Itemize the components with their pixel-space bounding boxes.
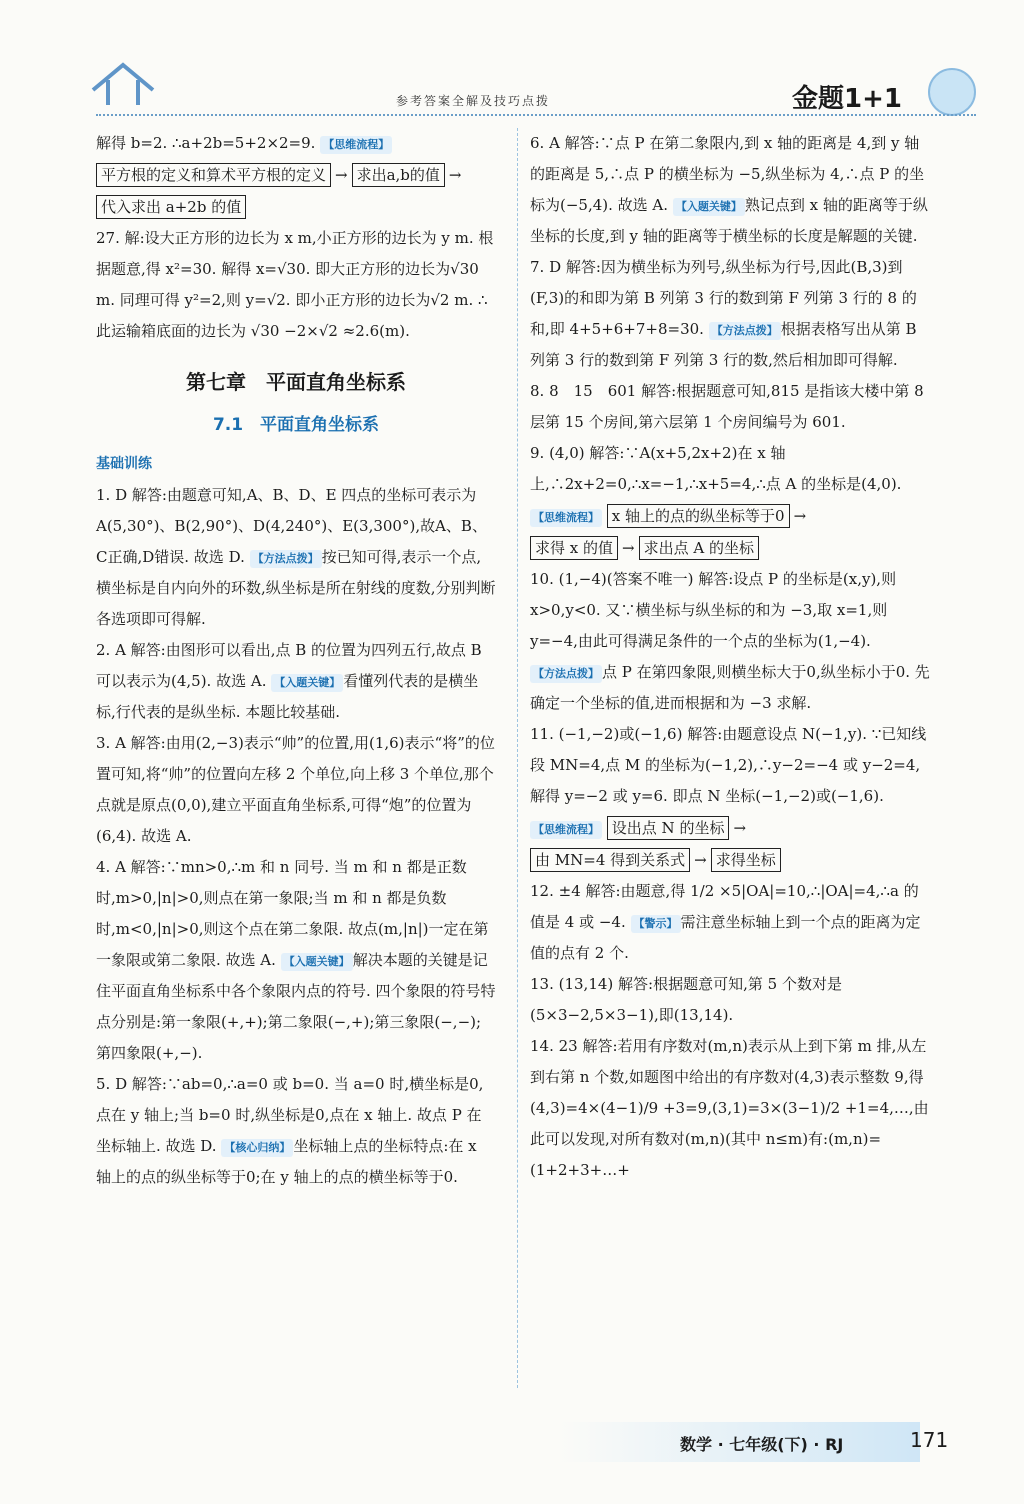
answer-5: 5. D 解答:∵ab=0,∴a=0 或 b=0. 当 a=0 时,横坐标是0,点在 y 轴上;当 b=0 时,纵坐标是0,点在 x 轴上. 故点 P 在坐标轴上. 故选 D. 【核心归纳】 坐标轴上点的坐标特点:在 x 轴上的点的纵坐标等于0;在 y 轴上的点的横坐标等于0.	[96, 1075, 484, 1186]
flow-diagram-1	[96, 159, 496, 223]
answer-8: 8. 8 15 601 解答:根据题意可知,815 是指该大楼中第 8 层第 15 个房间,第六层第 1 个房间编号为 601.	[530, 382, 924, 431]
arrow-right-icon: →	[448, 166, 462, 184]
flow-box: 平方根的定义和算术平方根的定义	[96, 163, 331, 187]
section-title: 7.1 平面直角坐标系	[212, 415, 380, 435]
answer-9: 9. (4,0) 解答:∵A(x+5,2x+2)在 x 轴上,∴2x+2=0,∴x=−1,∴x+5=4,∴点 A 的坐标是(4,0).	[530, 444, 902, 493]
arrow-right-icon: →	[335, 166, 348, 184]
footer-subject: 数学 · 七年级(下) · RJ	[680, 1435, 844, 1454]
answer-1: 1. D 解答:由题意可知,A、B、D、E 四点的坐标可表示为A(5,30°)、B(2,90°)、D(4,240°)、E(3,300°),故A、B、C正确,D错误. 故选 D. 【方法点拨】 按已知可得,表示一个点,横坐标是自内向外的环数,纵坐标是所在射线的度数,分别判断各选项即可得解.	[96, 486, 496, 628]
flow-tag: 【思维流程】	[320, 136, 392, 154]
column-divider	[517, 128, 518, 1388]
answer-10: 10. (1,−4)(答案不唯一) 解答:设点 P 的坐标是(x,y),则 x>0,y<0. 又∵横坐标与纵坐标的和为 −3,取 x=1,则 y=−4,由此可得满足条件的一个点的坐标为(1,−4). 【方法点拨】 点 P 在第四象限,则横坐标大于0,纵坐标小于0. 先确定一个坐标的值,进而根据和为 −3 求解.	[530, 570, 930, 712]
answer-7: 7. D 解答:因为横坐标为列号,纵坐标为行号,因此(B,3)到(F,3)的和即为第 B 列第 3 行的数到第 F 列第 3 行的 8 的和,即 4+5+6+7+8=30. 【方法点拨】 根据表格写出从第 B 列第 3 行的数到第 F 列第 3 行的数,然后相加即可得解.	[530, 258, 917, 369]
header-rule	[96, 114, 976, 116]
answer-2: 2. A 解答:由图形可以看出,点 B 的位置为四列五行,故点 B 可以表示为(4,5). 故选 A. 【入题关键】 看懂列代表的是横坐标,行代表的是纵坐标. 本题比较基础.	[96, 641, 482, 721]
flow-box: 求出a,b的值	[352, 163, 445, 187]
answer-26-tail: 解得 b=2. ∴a+2b=5+2×2=9. 【思维流程】	[96, 128, 496, 159]
answer-13: 13. (13,14) 解答:根据题意可知,第 5 个数对是(5×3−2,5×3−1),即(13,14).	[530, 975, 842, 1024]
logo-icon	[88, 60, 158, 110]
answer-27: 27. 解:设大正方形的边长为 x m,小正方形的边长为 y m. 根据题意,得 x²=30. 解得 x=√30. 即大正方形的边长为√30 m. 同理可得 y²=2,则 y=√2. 即小正方形的边长为√2 m. ∴此运输箱底面的边长为 √30 −2×√2 ≈2.6(m).	[96, 229, 494, 340]
left-column	[96, 128, 496, 1193]
answer-11: 11. (−1,−2)或(−1,6) 解答:由题意设点 N(−1,y). ∵已知线段 MN=4,点 M 的坐标为(−1,2),∴y−2=−4 或 y−2=4,解得 y=−2 或 y=6. 即点 N 坐标(−1,−2)或(−1,6). 【思维流程】 设出点 N 的坐标 → 由 MN=4 得到关系式 → 求得坐标	[530, 719, 930, 876]
right-column	[530, 128, 930, 1186]
brand-title: 金题1+1	[792, 84, 902, 114]
header-title: 参考答案全解及技巧点拨	[396, 94, 551, 108]
page-header	[0, 0, 1024, 130]
page-number: 171	[910, 1428, 949, 1452]
chapter-title: 第七章 平面直角坐标系	[186, 370, 406, 394]
mascot-avatar	[928, 68, 976, 116]
answer-12: 12. ±4 解答:由题意,得 1/2 ×5|OA|=10,∴|OA|=4,∴a 的值是 4 或 −4. 【警示】 需注意坐标轴上到一个点的距离为定值的点有 2 个.	[530, 882, 921, 962]
answer-6: 6. A 解答:∵点 P 在第二象限内,到 x 轴的距离是 4,到 y 轴的距离是 5,∴点 P 的横坐标为 −5,纵坐标为 4,∴点 P 的坐标为(−5,4). 故选 A. 【入题关键】 熟记点到 x 轴的距离等于纵坐标的长度,到 y 轴的距离等于横坐标的长度是解题的关键.	[530, 134, 928, 245]
training-label: 基础训练	[96, 456, 152, 472]
answer-4: 4. A 解答:∵mn>0,∴m 和 n 同号. 当 m 和 n 都是正数时,m>0,|n|>0,则点在第一象限;当 m 和 n 都是负数时,m<0,|n|>0,则这个点在第二象限. 故点(m,|n|)一定在第一象限或第二象限. 故选 A. 【入题关键】 解决本题的关键是记住平面直角坐标系中各个象限内点的符号. 四个象限的符号特点分别是:第一象限(+,+);第二象限(−,+);第三象限(−,−);第四象限(+,−).	[96, 858, 496, 1062]
answer-14: 14. 23 解答:若用有序数对(m,n)表示从上到下第 m 排,从左到右第 n 个数,如题图中给出的有序数对(4,3)表示整数 9,得(4,3)=4×(4−1)/9 +3=9,(3,1)=3×(3−1)/2 +1=4,…,由此可以发现,对所有数对(m,n)(其中 n≤m)有:(m,n)=(1+2+3+…+	[530, 1037, 929, 1179]
answer-3: 3. A 解答:由用(2,−3)表示“帅”的位置,用(1,6)表示“将”的位置可知,将“帅”的位置向左移 2 个单位,向上移 3 个单位,那个点就是原点(0,0),建立平面直角坐标系,可得“炮”的位置为(6,4). 故选 A.	[96, 734, 495, 845]
flow-diagram-2: 【思维流程】 x 轴上的点的纵坐标等于0 → 求得 x 的值 → 求出点 A 的坐标	[530, 500, 930, 564]
flow-box: 代入求出 a+2b 的值	[96, 195, 246, 219]
